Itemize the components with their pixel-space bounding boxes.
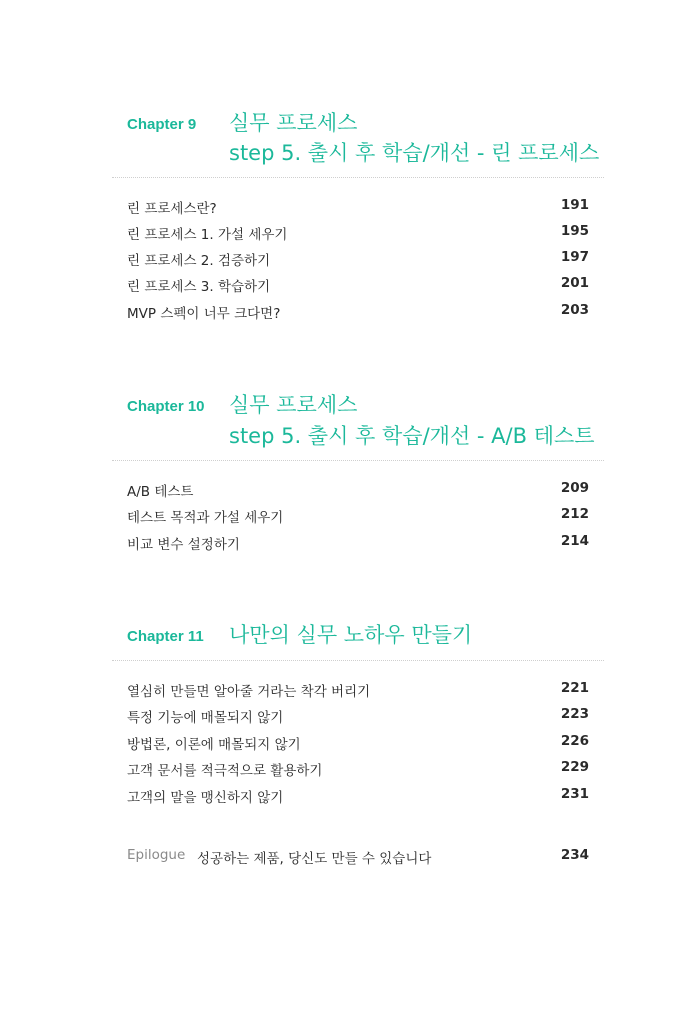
chapter-title-line1: 실무 프로세스 xyxy=(229,111,358,135)
toc-entry-page: 214 xyxy=(560,533,589,549)
toc-entry-page: 203 xyxy=(560,302,589,318)
toc-entry-page: 229 xyxy=(560,759,589,775)
epilogue-label: Epilogue xyxy=(127,847,186,863)
toc-entry-page: 223 xyxy=(560,706,589,722)
chapter-title-line2: step 5. 출시 후 학습/개선 - 린 프로세스 xyxy=(229,141,600,165)
toc-entry-title: 열심히 만들면 알아줄 거라는 착각 버리기 xyxy=(127,684,371,700)
toc-entry[interactable] xyxy=(127,533,589,555)
epilogue-title: 성공하는 제품, 당신도 만들 수 있습니다 xyxy=(197,851,432,867)
toc-entry[interactable] xyxy=(127,680,589,702)
toc-entry[interactable] xyxy=(127,197,589,219)
toc-entry-title: 방법론, 이론에 매몰되지 않기 xyxy=(127,737,301,753)
toc-entry-title: 린 프로세스 1. 가설 세우기 xyxy=(127,227,288,243)
chapter-label: Chapter 11 xyxy=(127,628,204,645)
toc-entry[interactable] xyxy=(127,706,589,728)
toc-entry[interactable] xyxy=(127,275,589,297)
toc-entry-title: 테스트 목적과 가설 세우기 xyxy=(127,510,284,526)
divider xyxy=(112,460,604,461)
toc-entry[interactable] xyxy=(127,480,589,502)
toc-entry-title: 특정 기능에 매몰되지 않기 xyxy=(127,710,284,726)
toc-entry-page: 212 xyxy=(560,506,589,522)
toc-entry-page: 231 xyxy=(560,786,589,802)
chapter-title-line1: 나만의 실무 노하우 만들기 xyxy=(229,623,473,647)
toc-entry-title: 고객의 말을 맹신하지 않기 xyxy=(127,790,284,806)
divider xyxy=(112,177,604,178)
toc-entry[interactable] xyxy=(127,249,589,271)
toc-entry[interactable] xyxy=(127,223,589,245)
divider xyxy=(112,660,604,661)
chapter-label: Chapter 10 xyxy=(127,398,205,415)
toc-entry-page: 226 xyxy=(560,733,589,749)
toc-entry[interactable] xyxy=(127,733,589,755)
toc-entry-page: 191 xyxy=(560,197,589,213)
toc-entry-title: 비교 변수 설정하기 xyxy=(127,537,240,553)
toc-entry[interactable] xyxy=(127,786,589,808)
toc-entry[interactable] xyxy=(127,759,589,781)
chapter-label: Chapter 9 xyxy=(127,116,197,133)
epilogue-page: 234 xyxy=(560,847,589,863)
toc-entry-title: A/B 테스트 xyxy=(127,484,194,500)
toc-entry[interactable] xyxy=(127,506,589,528)
chapter-title-line1: 실무 프로세스 xyxy=(229,393,358,417)
toc-entry[interactable] xyxy=(127,302,589,324)
toc-entry-title: 린 프로세스란? xyxy=(127,201,217,217)
toc-entry-title: 린 프로세스 3. 학습하기 xyxy=(127,279,271,295)
toc-entry-page: 201 xyxy=(560,275,589,291)
toc-entry-title: MVP 스펙이 너무 크다면? xyxy=(127,306,281,322)
toc-entry-title: 린 프로세스 2. 검증하기 xyxy=(127,253,271,269)
toc-entry-title: 고객 문서를 적극적으로 활용하기 xyxy=(127,763,323,779)
toc-entry-page: 197 xyxy=(560,249,589,265)
toc-entry-page: 195 xyxy=(560,223,589,239)
toc-entry-page: 221 xyxy=(560,680,589,696)
chapter-title-line2: step 5. 출시 후 학습/개선 - A/B 테스트 xyxy=(229,424,595,448)
toc-entry-page: 209 xyxy=(560,480,589,496)
